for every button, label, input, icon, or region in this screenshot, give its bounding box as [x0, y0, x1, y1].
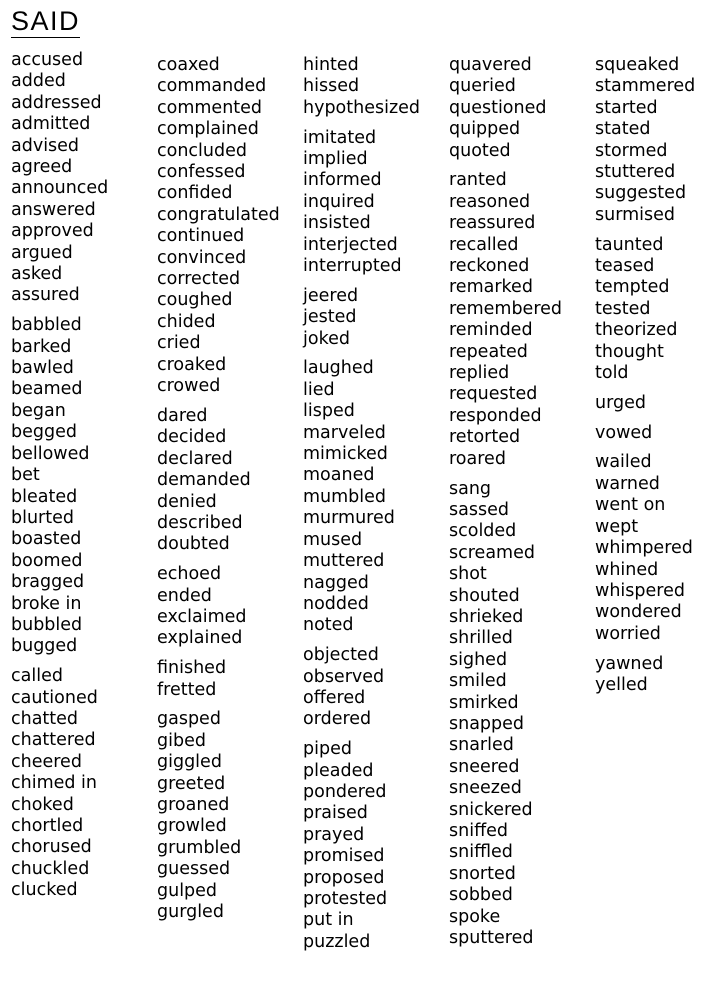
word-item: protested: [303, 888, 388, 909]
word-item: observed: [303, 666, 385, 687]
word-item: blurted: [11, 507, 74, 528]
word-item: complained: [157, 119, 259, 140]
word-group: [449, 170, 589, 470]
word-item: decided: [157, 427, 227, 448]
word-item: chattered: [11, 730, 96, 751]
word-item: snorted: [449, 863, 516, 884]
word-item: quipped: [449, 119, 521, 140]
word-item: called: [11, 666, 63, 687]
word-item: retorted: [449, 427, 521, 448]
word-item: laughed: [303, 358, 374, 379]
word-item: concluded: [157, 140, 247, 161]
word-item: beamed: [11, 379, 83, 400]
word-item: puzzled: [303, 931, 371, 952]
word-item: shouted: [449, 585, 520, 606]
word-item: wept: [595, 516, 639, 537]
word-item: croaked: [157, 354, 227, 375]
word-item: groaned: [157, 794, 230, 815]
word-item: yelled: [595, 674, 648, 695]
word-group: [157, 658, 297, 701]
word-group: [11, 315, 151, 658]
word-item: chuckled: [11, 858, 90, 879]
word-item: convinced: [157, 247, 247, 268]
word-group: [303, 286, 443, 350]
word-item: smirked: [449, 692, 519, 713]
word-group: [303, 128, 443, 278]
word-item: gulped: [157, 880, 218, 901]
word-item: quoted: [449, 140, 511, 161]
word-column-1: [11, 50, 151, 910]
word-item: shrieked: [449, 606, 524, 627]
word-item: growled: [157, 816, 227, 837]
word-item: mumbled: [303, 486, 387, 507]
word-item: continued: [157, 226, 245, 247]
word-item: babbled: [11, 315, 82, 336]
word-item: sang: [449, 478, 492, 499]
word-item: whined: [595, 559, 659, 580]
word-item: snarled: [449, 735, 514, 756]
word-item: gasped: [157, 709, 221, 730]
word-item: tested: [595, 298, 651, 319]
word-item: jested: [303, 307, 357, 328]
word-item: boasted: [11, 529, 82, 550]
word-item: offered: [303, 687, 366, 708]
word-item: remarked: [449, 277, 533, 298]
word-item: replied: [449, 363, 510, 384]
word-item: began: [11, 400, 66, 421]
word-item: ordered: [303, 709, 372, 730]
word-item: reckoned: [449, 256, 530, 277]
word-item: wondered: [595, 602, 682, 623]
word-item: inquired: [303, 191, 375, 212]
word-group: [157, 564, 297, 650]
word-item: sobbed: [449, 885, 513, 906]
word-group: [595, 654, 720, 697]
word-item: announced: [11, 178, 109, 199]
word-item: tempted: [595, 277, 670, 298]
word-item: whimpered: [595, 538, 693, 559]
word-item: questioned: [449, 97, 547, 118]
word-item: hinted: [303, 55, 359, 75]
word-item: reassured: [449, 213, 536, 234]
word-item: roared: [449, 448, 506, 469]
word-item: repeated: [449, 341, 528, 362]
word-item: confided: [157, 183, 233, 204]
word-item: advised: [11, 135, 80, 156]
word-group: [595, 423, 720, 444]
word-item: nodded: [303, 593, 369, 614]
word-item: spoke: [449, 906, 501, 927]
word-item: stammered: [595, 76, 696, 97]
word-item: crowed: [157, 376, 221, 397]
word-item: piped: [303, 739, 352, 760]
word-item: echoed: [157, 564, 222, 585]
word-item: reasoned: [449, 191, 531, 212]
word-item: chided: [157, 311, 216, 332]
word-item: broke in: [11, 593, 82, 614]
word-item: demanded: [157, 470, 251, 491]
word-item: greeted: [157, 773, 226, 794]
word-group: [157, 55, 297, 398]
word-item: sassed: [449, 499, 509, 520]
word-group: [157, 709, 297, 923]
word-item: vowed: [595, 422, 653, 443]
word-item: exclaimed: [157, 606, 247, 627]
word-item: sighed: [449, 649, 508, 670]
word-item: jeered: [303, 285, 359, 306]
word-item: denied: [157, 491, 217, 512]
word-item: wailed: [595, 452, 652, 473]
word-group: [303, 55, 443, 119]
word-group: [303, 739, 443, 953]
word-item: cheered: [11, 751, 82, 772]
word-item: screamed: [449, 542, 535, 563]
word-item: interjected: [303, 234, 398, 255]
word-item: commanded: [157, 76, 267, 97]
word-group: [595, 235, 720, 385]
word-item: went on: [595, 495, 666, 516]
word-item: mused: [303, 529, 363, 550]
word-item: nagged: [303, 572, 369, 593]
word-item: coaxed: [157, 55, 220, 75]
word-item: stated: [595, 119, 651, 140]
word-group: [303, 645, 443, 731]
word-item: yawned: [595, 653, 664, 674]
word-item: proposed: [303, 867, 385, 888]
word-group: [449, 55, 589, 162]
word-item: boomed: [11, 550, 83, 571]
page-title: SAID: [11, 6, 81, 36]
word-item: hissed: [303, 76, 360, 97]
word-item: approved: [11, 221, 94, 242]
word-group: [11, 666, 151, 901]
word-item: theorized: [595, 320, 678, 341]
word-item: put in: [303, 910, 354, 931]
word-item: admitted: [11, 114, 91, 135]
word-item: ended: [157, 585, 212, 606]
word-item: commented: [157, 97, 263, 118]
word-item: described: [157, 512, 243, 533]
word-item: pondered: [303, 781, 387, 802]
word-item: suggested: [595, 183, 687, 204]
word-item: scolded: [449, 521, 517, 542]
word-item: doubted: [157, 534, 230, 555]
word-item: confessed: [157, 162, 246, 183]
word-item: clucked: [11, 880, 78, 901]
word-item: sneezed: [449, 778, 522, 799]
word-group: [303, 358, 443, 636]
word-item: bellowed: [11, 443, 90, 464]
word-item: noted: [303, 615, 354, 636]
word-item: smiled: [449, 671, 507, 692]
word-item: snickered: [449, 799, 533, 820]
word-item: prayed: [303, 824, 365, 845]
word-item: coughed: [157, 290, 233, 311]
word-item: addressed: [11, 92, 102, 113]
word-item: chimed in: [11, 773, 98, 794]
word-item: implied: [303, 149, 368, 170]
word-item: objected: [303, 645, 379, 666]
word-item: cautioned: [11, 687, 98, 708]
word-item: grumbled: [157, 837, 242, 858]
word-item: shot: [449, 564, 487, 585]
word-item: squeaked: [595, 55, 680, 75]
word-item: accused: [11, 50, 84, 70]
word-item: gurgled: [157, 902, 224, 922]
word-item: bawled: [11, 358, 74, 379]
word-item: sniffled: [449, 842, 513, 863]
word-column-2: [157, 55, 297, 932]
word-item: pleaded: [303, 760, 374, 781]
word-item: bet: [11, 465, 40, 486]
word-item: bragged: [11, 572, 85, 593]
word-item: bleated: [11, 486, 78, 507]
word-item: giggled: [157, 752, 222, 773]
word-item: bubbled: [11, 614, 83, 635]
word-item: taunted: [595, 234, 664, 255]
word-item: shrilled: [449, 628, 513, 649]
word-item: promised: [303, 846, 385, 867]
word-item: asked: [11, 264, 63, 285]
word-item: added: [11, 71, 66, 92]
word-group: [595, 393, 720, 414]
word-item: quavered: [449, 55, 532, 75]
word-item: dared: [157, 405, 208, 426]
word-column-5: [595, 55, 720, 705]
word-item: ranted: [449, 170, 507, 191]
word-item: agreed: [11, 157, 73, 178]
word-item: moaned: [303, 465, 375, 486]
word-item: informed: [303, 170, 382, 191]
word-item: cried: [157, 333, 201, 354]
word-item: reminded: [449, 320, 533, 341]
word-item: imitated: [303, 127, 377, 148]
word-item: queried: [449, 76, 516, 97]
word-item: finished: [157, 658, 227, 679]
word-item: marveled: [303, 422, 386, 443]
word-item: responded: [449, 405, 542, 426]
word-item: requested: [449, 384, 538, 405]
word-item: assured: [11, 285, 80, 306]
word-item: barked: [11, 336, 72, 357]
word-item: sputtered: [449, 928, 534, 949]
word-item: thought: [595, 341, 664, 362]
word-item: murmured: [303, 508, 395, 529]
word-item: answered: [11, 199, 96, 220]
word-item: told: [595, 363, 629, 384]
word-item: corrected: [157, 269, 241, 290]
word-item: lied: [303, 379, 335, 400]
word-item: chortled: [11, 816, 84, 836]
word-item: mimicked: [303, 444, 388, 465]
word-item: worried: [595, 623, 661, 644]
word-item: surmised: [595, 204, 675, 225]
word-item: joked: [303, 328, 350, 349]
word-item: argued: [11, 242, 73, 263]
word-item: started: [595, 97, 658, 118]
word-item: snapped: [449, 713, 525, 734]
word-item: bugged: [11, 636, 78, 657]
word-item: fretted: [157, 679, 217, 700]
word-item: insisted: [303, 213, 371, 234]
word-item: whispered: [595, 580, 685, 601]
word-item: explained: [157, 628, 243, 649]
word-item: chatted: [11, 708, 79, 729]
word-item: recalled: [449, 234, 519, 255]
word-item: lisped: [303, 401, 355, 422]
word-item: praised: [303, 803, 368, 824]
word-item: hypothesized: [303, 97, 421, 118]
word-item: stuttered: [595, 162, 676, 183]
word-group: [11, 50, 151, 307]
word-column-3: [303, 55, 443, 962]
word-item: warned: [595, 473, 660, 494]
word-group: [595, 55, 720, 226]
word-item: sniffed: [449, 821, 509, 841]
word-item: interrupted: [303, 256, 402, 277]
word-item: remembered: [449, 298, 562, 319]
word-item: urged: [595, 392, 646, 413]
word-item: gibed: [157, 730, 206, 751]
word-item: guessed: [157, 859, 231, 880]
word-item: choked: [11, 794, 74, 815]
word-item: begged: [11, 422, 77, 443]
word-item: muttered: [303, 551, 385, 572]
word-group: [595, 452, 720, 645]
word-item: teased: [595, 256, 655, 277]
word-item: stormed: [595, 140, 668, 161]
word-item: chorused: [11, 837, 92, 858]
word-item: sneered: [449, 756, 520, 777]
word-item: declared: [157, 448, 233, 469]
word-column-4: [449, 55, 589, 958]
word-group: [449, 479, 589, 950]
word-item: congratulated: [157, 204, 280, 225]
word-group: [157, 406, 297, 556]
